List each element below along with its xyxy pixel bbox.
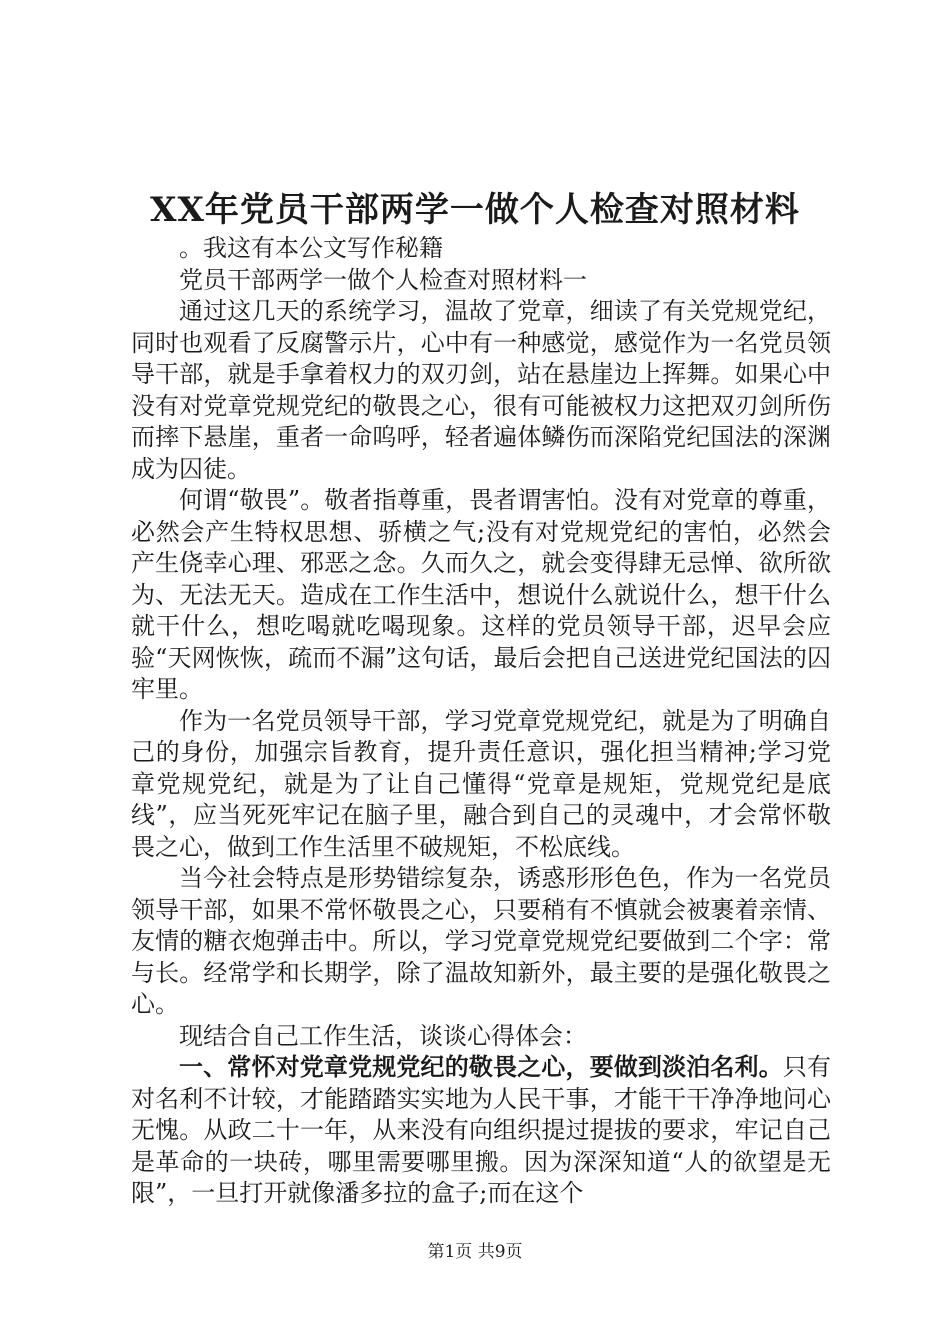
section-text: 只有对名利不计较，才能踏踏实实地为人民干事，才能干干净净地问心无愧。从政二十一年，从来没有向组织提过提拔的要求，牢记自己是革命的一块砖，哪里需要哪里搬。因为深深知道“人的欲望是无限”，一旦打开就像潘多拉的盒子;而在这个: [131, 1053, 832, 1207]
paragraph-section-one: [131, 1052, 831, 1210]
paragraph-society: 当今社会特点是形势错综复杂，诱惑形形色色，作为一名党员领导干部，如果不常怀敬畏之心，只要稍有不慎就会被裹着亲情、友情的糖衣炮弹击中。所以，学习党章党规党纪要做到二个字：常与长。经常学和长期学，除了温故知新外，最主要的是强化敬畏之心。: [131, 864, 831, 1018]
paragraph-role: 作为一名党员领导干部，学习党章党规党纪，就是为了明确自己的身份，加强宗旨教育，提升责任意识，强化担当精神;学习党章党规党纪，就是为了让自己懂得“党章是规矩，党规党纪是底线”，应当死死牢记在脑子里，融合到自己的灵魂中，才会常怀敬畏之心，做到工作生活里不破规矩，不松底线。: [131, 706, 831, 861]
paragraph-awe: 何谓“敬畏”。敬者指尊重，畏者谓害怕。没有对党章的尊重，必然会产生特权思想、骄横之气;没有对党规党纪的害怕，必然会产生侥幸心理、邪恶之念。久而久之，就会变得肆无忌惮、欲所欲为、无法无天。造成在工作生活中，想说什么就说什么，想干什么就干什么，想吃喝就吃喝现象。这样的党员领导干部，迟早会应验“天网恢恢，疏而不漏”这句话，最后会把自己送进党纪国法的囚牢里。: [131, 486, 831, 703]
paragraph-transition: 现结合自己工作生活，谈谈心得体会：: [179, 1021, 587, 1050]
document-body: [131, 233, 831, 1210]
page-number-footer: 第1页 共9页: [427, 1242, 523, 1262]
paragraph-intro: 通过这几天的系统学习，温故了党章，细读了有关党规党纪，同时也观看了反腐警示片，心中有一种感觉，感觉作为一名党员领导干部，就是手拿着权力的双刃剑，站在悬崖边上挥舞。如果心中没有对党章党规党纪的敬畏之心，很有可能被权力这把双刃剑所伤而摔下悬崖，重者一命呜呼，轻者遍体鳞伤而深陷党纪国法的深渊成为囚徒。: [131, 297, 831, 483]
paragraph-subtitle: 党员干部两学一做个人检查对照材料一: [179, 265, 587, 294]
document-title: XX年党员干部两学一做个人检查对照材料: [150, 190, 800, 230]
paragraph-note: 。我这有本公文写作秘籍: [179, 234, 443, 262]
section-heading: 一、常怀对党章党规党纪的敬畏之心，要做到淡泊名利。: [179, 1053, 783, 1081]
